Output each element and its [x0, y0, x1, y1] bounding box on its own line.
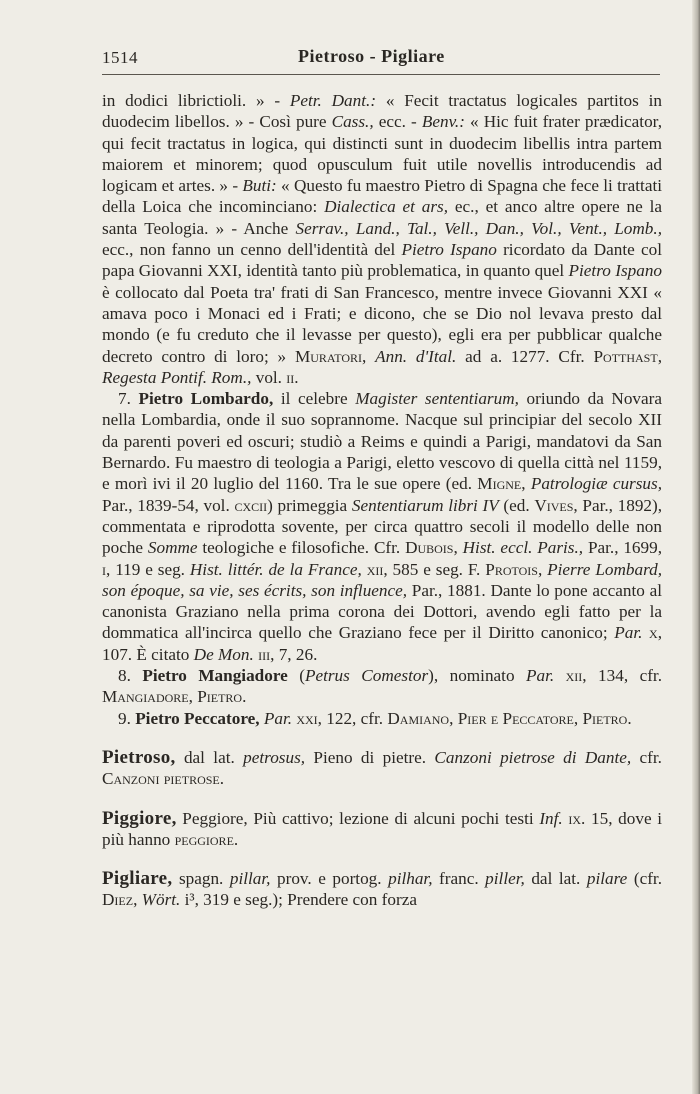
entry-pietroso: Pietroso, dal lat. petrosus, Pieno di pietre. Canzoni pietrose di Dante, cfr. Canzoni pietrose. [102, 746, 662, 789]
headword: Pigliare, [102, 868, 173, 890]
entry-piggiore: Piggiore, Peggiore, Più cattivo; lezione di alcuni pochi testi Inf. ix. 15, dove i più hanno peggiore. [102, 807, 663, 849]
sub-entry-pietro-mangiadore: 8. Pietro Mangiadore (Petrus Comestor), nominato Par. xii, 134, cfr. Mangiadore, Pietro. [102, 666, 662, 707]
headword: Pietroso, [102, 746, 176, 768]
headword: Piggiore, [102, 807, 177, 829]
dictionary-body [102, 90, 662, 911]
entry-pigliare: Pigliare, spagn. pillar, prov. e portog. pilhar, franc. piller, dal lat. pilare (cfr. Diez, Wört. i³, 319 e seg.); Prendere con forza [102, 868, 662, 910]
page-header [102, 46, 660, 76]
page-edge [692, 0, 700, 1094]
header-rule [102, 74, 660, 75]
sub-entry-pietro-peccatore: 9. Pietro Peccatore, Par. xxi, 122, cfr. Damiano, Pier e Peccatore, Pietro. [118, 708, 632, 728]
running-title: Pietroso - Pigliare [298, 46, 445, 66]
continuation-paragraph: in dodici librictioli. » - Petr. Dant.: « Fecit tractatus logicales partitos in duodecim libellos. » - Così pure Cass., ecc. - Benv.: « Hic fuit frater prædicator, qui fecit tractatus in logica, qui distincti sunt in duodecim libellis intra partem maiorem et minorem; quod opusculum fuit utile novellis introducendis ad logicam et artes. » - Buti: « Questo fu maestro Pietro di Spagna che fece li trattati della Loica che incominciano: Dialectica et ars, ec., et anco altre opere ne la santa Teologia. » - Anche Serrav., Land., Tal., Vell., Dan., Vol., Vent., Lomb., ecc., non fanno un cenno dell'identità del Pietro Ispano ricordato da Dante col papa Giovanni XXI, identità tanto più problematica, in quanto quel Pietro Ispano è collocato dal Poeta tra' frati di San Francesco, mentre invece Giovanni XXI « amava poco i Monaci ed i Frati; e dicono, che se Dio nol levava presto dal mondo (e fu creduto che il levasse per questo), egli era per pubblicar qualche decreto contro di loro; » Muratori, Ann. d'Ital. ad a. 1277. Cfr. Potthast, Regesta Pontif. Rom., vol. ii. [102, 91, 663, 387]
page-number: 1514 [102, 48, 138, 67]
sub-entry-pietro-lombardo: 7. Pietro Lombardo, il celebre Magister sententiarum, oriundo da Novara nella Lombardia, onde il suo soprannome. Nacque sul principiar del secolo XII da parenti poveri ed oscuri; studiò a Reims e quindi a Parigi, mandatovi da San Bernardo. Fu maestro di teologia a Parigi, eletto vescovo di quella città nel 1159, e morì ivi il 20 luglio del 1160. Tra le sue opere (ed. Migne, Patrologiæ cursus, Par., 1839-54, vol. cxcii) primeggia Sententiarum libri IV (ed. Vives, Par., 1892), commentata e riprodotta sovente, per circa quattro secoli il modello delle non poche Somme teologiche e filosofiche. Cfr. Dubois, Hist. eccl. Paris., Par., 1699, i, 119 e seg. Hist. littér. de la France, xii, 585 e seg. F. Protois, Pierre Lombard, son époque, sa vie, ses écrits, son influence, Par., 1881. Dante lo pone accanto al canonista Graziano nella prima corona dei Dottori, avendo egli fatto per la dommatica all'incirca quello che Graziano fece per il Diritto canonico; Par. x, 107. È citato De Mon. iii, 7, 26. [102, 389, 663, 664]
